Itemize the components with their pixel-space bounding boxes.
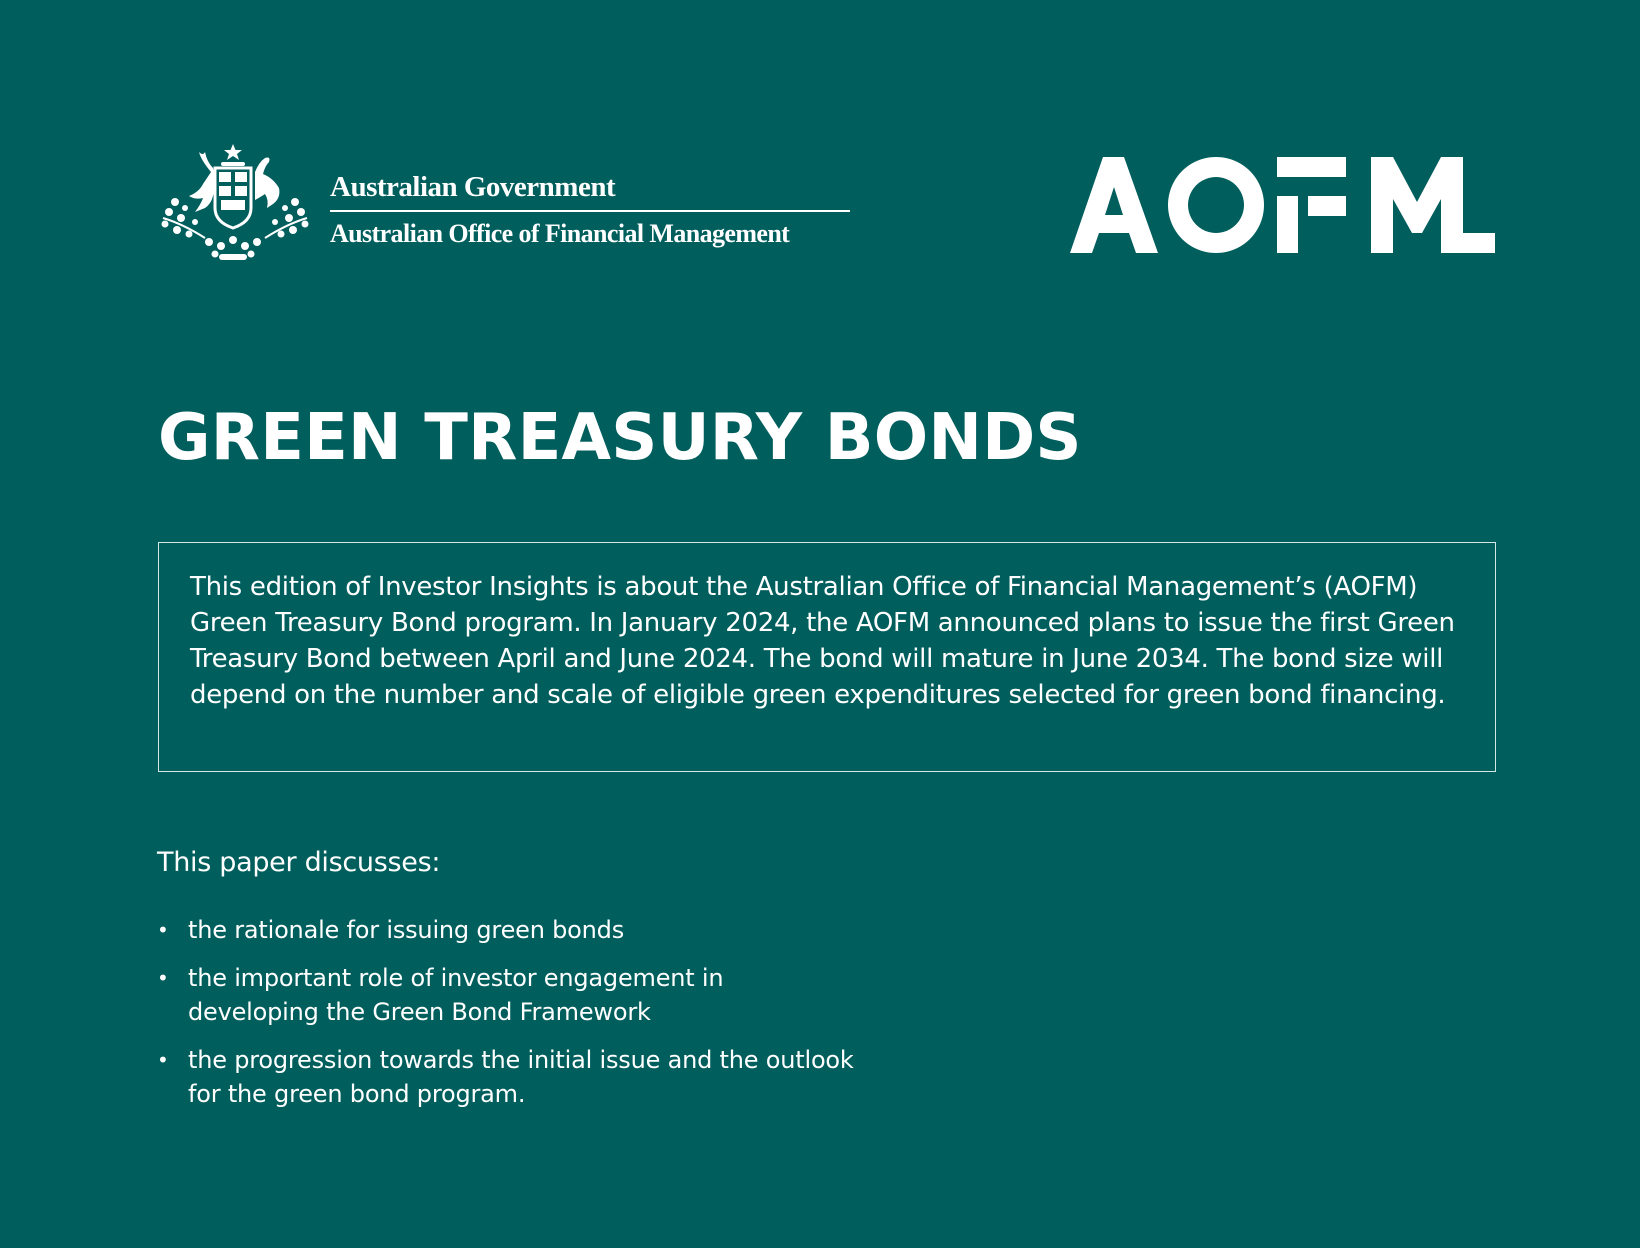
- list-item: [157, 961, 857, 1029]
- list-item: [157, 1043, 857, 1111]
- bullet-icon: •: [157, 1048, 169, 1072]
- list-item-text: the important role of investor engagement in developing the Green Bond Framework: [188, 964, 724, 1026]
- government-name: Australian Government: [330, 171, 616, 203]
- wordmark-divider: [330, 210, 850, 212]
- page-title: GREEN TREASURY BONDS: [158, 401, 1082, 475]
- aofm-logo: [1070, 157, 1495, 253]
- bullet-icon: •: [157, 966, 169, 990]
- intro-callout-box: [158, 542, 1496, 772]
- topics-lead-in: This paper discusses:: [157, 847, 441, 878]
- australian-government-logo: [155, 142, 855, 264]
- list-item: [157, 913, 857, 947]
- bullet-icon: •: [157, 918, 169, 942]
- commonwealth-coat-of-arms-icon: [155, 142, 315, 264]
- intro-paragraph: This edition of Investor Insights is about the Australian Office of Financial Management’s (AOFM) Green Treasury Bond program. In January 2024, the AOFM announced plans to issue the first Green Treasury Bond between April and June 2024. The bond will mature in June 2034. The bond size will depend on the number and scale of eligible green expenditures selected for green bond financing.: [190, 572, 1455, 710]
- government-wordmark: [330, 170, 850, 250]
- agency-name: Australian Office of Financial Management: [330, 219, 790, 248]
- list-item-text: the progression towards the initial issue and the outlook for the green bond program.: [188, 1046, 854, 1108]
- topics-list: [157, 913, 857, 1125]
- list-item-text: the rationale for issuing green bonds: [188, 916, 625, 944]
